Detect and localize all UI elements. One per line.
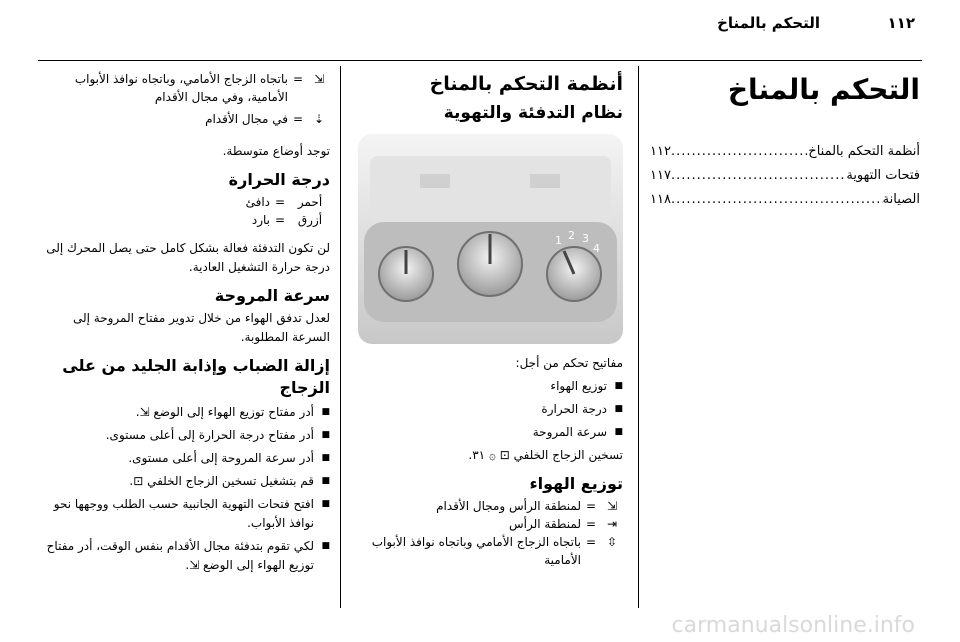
- toc-item[interactable]: [650, 188, 920, 212]
- column-divider-right: [638, 66, 639, 608]
- list-item: ■ سرعة المروحة: [358, 423, 623, 442]
- toc-leader: [671, 164, 846, 188]
- toc-page: ١١٨: [650, 192, 671, 207]
- list-item: ■ درجة الحرارة: [358, 400, 623, 419]
- knob-label: 1: [555, 234, 562, 247]
- column-divider-left: [340, 66, 341, 608]
- windshield-feet-vent-icon: ⇲: [313, 72, 325, 86]
- climate-systems-column: [358, 70, 623, 569]
- table-of-contents: [650, 140, 920, 212]
- list-item: ■ افتح فتحات التهوية الجانبية حسب الطلب ووجهها نحو نوافذ الأبواب.: [40, 495, 330, 533]
- toc-page: ١١٢: [650, 144, 671, 159]
- air-distribution-heading: توزيع الهواء: [529, 474, 623, 493]
- feet-vent-icon: ⇣: [313, 112, 325, 126]
- knob-label: 3: [582, 232, 589, 245]
- controls-intro: مفاتيح تحكم من أجل:: [515, 356, 623, 370]
- page-header: [45, 8, 915, 38]
- watermark: carmanualsonline.info: [671, 613, 915, 638]
- header-rule: [38, 60, 922, 61]
- toc-label: أنظمة التحكم بالمناخ: [808, 144, 920, 159]
- chapter-column: [650, 70, 920, 212]
- distribution-item: ⇲ = لمنطقة الرأس ومجال الأقدام: [358, 497, 623, 515]
- section-subtitle: نظام التدفئة والتهوية: [443, 103, 623, 123]
- fan-speed-description: لعدل تدفق الهواء من خلال تدوير مفتاح المروحة إلى السرعة المطلوبة.: [72, 311, 330, 344]
- windshield-vent-icon: ⇳: [606, 535, 618, 549]
- list-item: ■ قم بتشغيل تسخين الزجاج الخلفي ⊡.: [40, 472, 330, 491]
- intermediate-note: توجد أوضاع متوسطة.: [222, 144, 330, 158]
- blue-label: أزرق: [297, 213, 323, 227]
- chapter-title: التحكم بالمناخ: [727, 73, 920, 106]
- list-item: ■ أدر سرعة المروحة إلى أعلى مستوى.: [40, 449, 330, 468]
- distribution-item: ⇣ = في مجال الأقدام: [40, 110, 330, 128]
- list-item: ■ أدر مفتاح توزيع الهواء إلى الوضع ⇲.: [40, 403, 330, 422]
- section-title: أنظمة التحكم بالمناخ: [429, 73, 623, 95]
- knob-label: 2: [568, 229, 575, 242]
- list-item: ■ توزيع الهواء: [358, 377, 623, 396]
- temperature-item: أزرق = بارد: [40, 211, 330, 229]
- defrost-line: تسخين الزجاج الخلفي ⊡ ۞ ٣١.: [468, 448, 623, 462]
- fan-speed-heading: سرعة المروحة: [214, 286, 330, 305]
- defog-heading: إزالة الضباب وإذابة الجليد من على الزجاج: [62, 356, 330, 397]
- toc-label: الصيانة: [882, 192, 920, 207]
- toc-leader: [671, 188, 883, 212]
- toc-item[interactable]: [650, 140, 920, 164]
- distribution-item: ⇥ = لمنطقة الرأس: [358, 515, 623, 533]
- instructions-column: [40, 70, 330, 579]
- toc-label: فتحات التهوية: [846, 168, 920, 183]
- head-feet-vent-icon: ⇲: [606, 499, 618, 513]
- knob-label: 4: [593, 242, 600, 255]
- toc-leader: [671, 140, 808, 164]
- control-panel-photo: [358, 134, 623, 344]
- temperature-heading: درجة الحرارة: [228, 170, 330, 189]
- distribution-item: ⇳ = باتجاه الزجاج الأمامي وباتجاه نوافذ الأبواب الأمامية: [358, 533, 623, 569]
- header-title: التحكم بالمناخ: [717, 14, 820, 32]
- distribution-item: ⇲ = باتجاه الزجاج الأمامي، وباتجاه نوافذ الأبواب الأمامية، وفي مجال الأقدام: [40, 70, 330, 106]
- temperature-item: أحمر = دافئ: [40, 193, 330, 211]
- list-item: ■ لكي تقوم بتدفئة مجال الأقدام بنفس الوقت، أدر مفتاح توزيع الهواء إلى الوضع ⇲.: [40, 537, 330, 575]
- red-label: أحمر: [297, 195, 323, 209]
- toc-item[interactable]: [650, 164, 920, 188]
- page-number: ١١٢: [887, 14, 915, 32]
- list-item: ■ أدر مفتاح درجة الحرارة إلى أعلى مستوى.: [40, 426, 330, 445]
- head-vent-icon: ⇥: [606, 517, 618, 531]
- temperature-note: لن تكون التدفئة فعالة بشكل كامل حتى يصل المحرك إلى درجة حرارة التشغيل العادية.: [46, 241, 330, 274]
- toc-page: ١١٧: [650, 168, 671, 183]
